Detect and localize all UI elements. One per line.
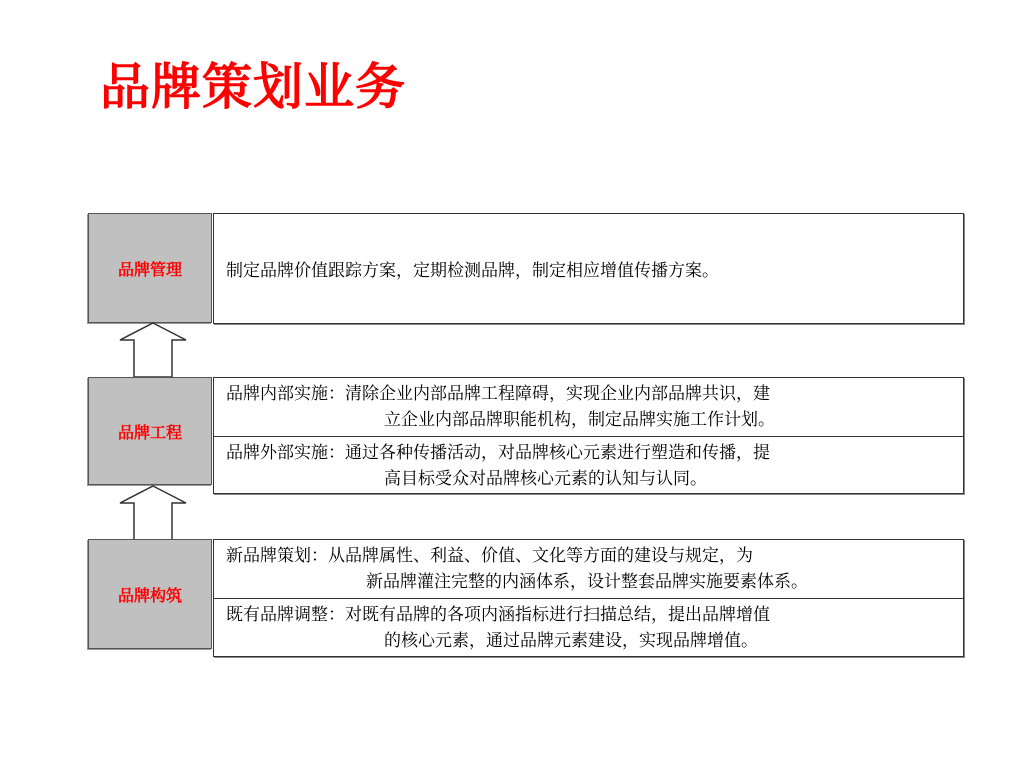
list-item — [214, 436, 963, 494]
level-box-brand-construction — [213, 539, 964, 657]
level-box-brand-engineering — [213, 377, 964, 494]
up-arrow-icon — [118, 322, 188, 378]
level-label-text: 品牌工程 — [117, 422, 182, 442]
level-label-brand-construction — [88, 539, 212, 649]
item-line2: 新品牌灌注完整的内涵体系，设计整套品牌实施要素体系。 — [366, 572, 808, 592]
list-item — [214, 378, 963, 436]
item-head: 新品牌策划： — [226, 546, 328, 566]
item-line1: 从品牌属性、利益、价值、文化等方面的建设与规定，为 — [328, 546, 753, 566]
level-label-text: 品牌构筑 — [117, 585, 182, 605]
page-title: 品牌策划业务 — [100, 58, 406, 116]
item-line1: 对既有品牌的各项内涵指标进行扫描总结，提出品牌增值 — [345, 605, 770, 625]
item-head: 既有品牌调整： — [226, 605, 345, 625]
item-head: 品牌外部实施： — [226, 443, 345, 463]
list-item — [214, 598, 963, 657]
item-line1: 清除企业内部品牌工程障碍，实现企业内部品牌共识，建 — [345, 384, 770, 404]
item-head: 品牌内部实施： — [226, 384, 345, 404]
level-box-brand-management — [213, 213, 964, 324]
item-line1: 通过各种传播活动，对品牌核心元素进行塑造和传播，提 — [345, 443, 770, 463]
level-label-brand-management — [88, 213, 212, 323]
item-line2: 立企业内部品牌职能机构，制定品牌实施工作计划。 — [384, 410, 775, 430]
item-line2: 高目标受众对品牌核心元素的认知与认同。 — [384, 469, 707, 489]
list-item — [214, 540, 963, 598]
up-arrow-icon — [118, 485, 188, 541]
level-label-brand-engineering — [88, 377, 212, 485]
item-line2: 的核心元素，通过品牌元素建设，实现品牌增值。 — [384, 631, 758, 651]
level-description: 制定品牌价值跟踪方案，定期检测品牌，制定相应增值传播方案。 — [226, 261, 719, 281]
level-label-text: 品牌管理 — [117, 259, 182, 279]
